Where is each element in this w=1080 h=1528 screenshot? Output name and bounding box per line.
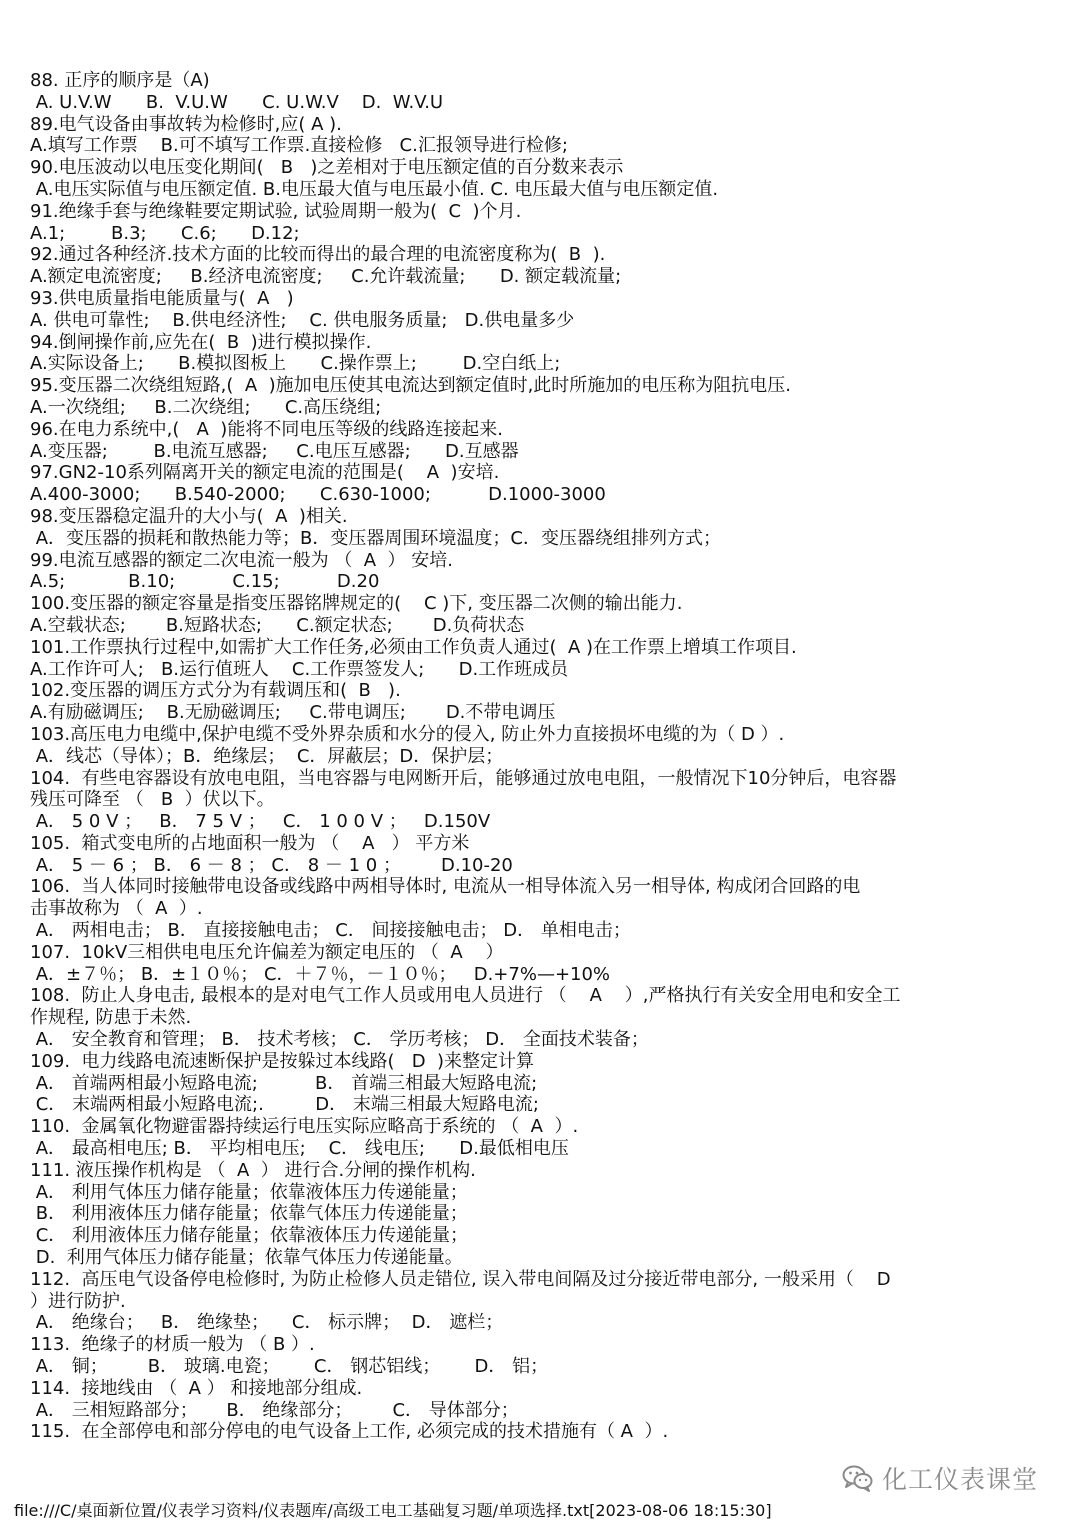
text-line: A． 最高相电压; B． 平均相电压; C． 线电压; D.最低相电压 — [30, 1138, 569, 1160]
text-line: A． 三相短路部分； B． 绝缘部分； C． 导体部分； — [30, 1399, 519, 1421]
text-line: 101.工作票执行过程中,如需扩大工作任务,必须由工作负责人通过( A )在工作票上增填工作项目. — [30, 636, 797, 658]
text-line: 94.倒闸操作前,应先在( B )进行模拟操作. — [30, 331, 372, 353]
text-line: A.有励磁调压; B.无励磁调压; C.带电调压; D.不带电调压 — [30, 702, 556, 724]
text-line: 98.变压器稳定温升的大小与( A )相关. — [30, 505, 348, 527]
text-line: 96.在电力系统中,( A )能将不同电压等级的线路连接起来. — [30, 418, 504, 440]
text-line: A.填写工作票 B.可不填写工作票.直接检修 C.汇报领导进行检修; — [30, 135, 568, 157]
text-line: 100.变压器的额定容量是指变压器铭牌规定的( C )下, 变压器二次侧的输出能力. — [30, 593, 683, 615]
text-line: 93.供电质量指电能质量与( A ) — [30, 287, 294, 309]
text-line: 90.电压波动以电压变化期间( B )之差相对于电压额定值的百分数来表示 — [30, 157, 624, 179]
text-line: A.电压实际值与电压额定值. B.电压最大值与电压最小值. C. 电压最大值与电压额定值. — [30, 178, 719, 200]
text-line: A.工作许可人; B.运行值班人 C.工作票签发人; D.工作班成员 — [30, 658, 569, 680]
text-line: 99.电流互感器的额定二次电流一般为 （ A ） 安培. — [30, 549, 453, 571]
text-line: C． 末端两相最小短路电流;. D． 末端三相最大短路电流; — [30, 1094, 539, 1116]
text-line: A． 安全教育和管理； B． 技术考核； C． 学历考核； D． 全面技术装备； — [30, 1029, 649, 1051]
text-line: C． 利用液体压力储存能量；依靠液体压力传递能量； — [30, 1225, 469, 1247]
text-line: A.1; B.3; C.6; D.12; — [30, 222, 300, 244]
text-line: 92.通过各种经济.技术方面的比较而得出的最合理的电流密度称为( B ). — [30, 244, 606, 266]
text-line: 111. 液压操作机构是 （ A ） 进行合.分闸的操作机构. — [30, 1159, 476, 1181]
text-line: 115. 在全部停电和部分停电的电气设备上工作, 必须完成的技术措施有（ A ）. — [30, 1421, 669, 1443]
text-line: A.实际设备上; B.模拟图板上 C.操作票上; D.空白纸上; — [30, 353, 561, 375]
text-line: A． 铜； B． 玻璃.电瓷； C． 钢芯铝线； D． 铝； — [30, 1356, 549, 1378]
text-line: 107. 10kV三相供电电压允许偏差为额定电压的 （ A ） — [30, 941, 504, 963]
text-line: 103.高压电力电缆中,保护电缆不受外界杂质和水分的侵入, 防止外力直接损坏电缆的为（ D ）. — [30, 723, 785, 745]
text-line: A.额定电流密度; B.经济电流密度; C.允许载流量; D. 额定载流量; — [30, 266, 622, 288]
text-line: A． 5 － 6 ； B． 6 － 8 ； C． 8 － 1 0 ； D.10-20 — [30, 854, 513, 876]
text-line: A.400-3000; B.540-2000; C.630-1000; D.1000-3000 — [30, 484, 606, 506]
text-line: A.变压器; B.电流互感器; C.电压互感器; D.互感器 — [30, 440, 519, 462]
text-line: A. U.V.W B. V.U.W C. U.W.V D. W.V.U — [30, 91, 444, 113]
text-line: 105. 箱式变电所的占地面积一般为 （ A ） 平方米 — [30, 832, 470, 854]
text-line: A.5; B.10; C.15; D.20 — [30, 571, 380, 593]
text-line: A． 5 0 V ； B． 7 5 V ； C． 1 0 0 V ； D.150V — [30, 811, 491, 833]
text-line: 108. 防止人身电击, 最根本的是对电气工作人员或用电人员进行 （ A ）,严格执行有关安全用电和安全工 — [30, 985, 901, 1007]
text-line: A．±７％； B．±１０％； C．＋７％，－１０％； D.+7%—+10% — [30, 963, 611, 985]
text-line: 击事故称为 （ A ）. — [30, 898, 203, 920]
text-line: A. 供电可靠性; B.供电经济性; C. 供电服务质量; D.供电量多少 — [30, 309, 575, 331]
text-line: A． 两相电击； B． 直接接触电击； C． 间接接触电击； D． 单相电击； — [30, 920, 631, 942]
text-line: 残压可降至 （ B ）伏以下。 — [30, 789, 275, 811]
text-line: B． 利用液体压力储存能量；依靠气体压力传递能量； — [30, 1203, 468, 1225]
wechat-icon — [842, 1464, 874, 1492]
text-line: A． 利用气体压力储存能量；依靠液体压力传递能量； — [30, 1181, 468, 1203]
text-line: 91.绝缘手套与绝缘鞋要定期试验, 试验周期一般为( C )个月. — [30, 200, 522, 222]
text-line: 109. 电力线路电流速断保护是按躲过本线路( D )来整定计算 — [30, 1050, 535, 1072]
text-line: 110. 金属氧化物避雷器持续运行电压实际应略高于系统的 （ A ）. — [30, 1116, 579, 1138]
text-line: A.空载状态; B.短路状态; C.额定状态; D.负荷状态 — [30, 614, 525, 636]
text-line: A． 首端两相最小短路电流; B． 首端三相最大短路电流; — [30, 1072, 538, 1094]
text-line: 113. 绝缘子的材质一般为 （ B ）. — [30, 1334, 315, 1356]
text-line: ）进行防护. — [30, 1290, 126, 1312]
text-line: 作规程, 防患于未然. — [30, 1007, 192, 1029]
file-path-footer: file:///C/桌面新位置/仪表学习资料/仪表题库/高级工电工基础复习题/单项选择.txt[2023-08-06 18:15:30] — [14, 1501, 772, 1520]
text-line: D. 利用气体压力储存能量；依靠气体压力传递能量。 — [30, 1247, 463, 1269]
text-line: 112. 高压电气设备停电检修时, 为防止检修人员走错位, 误入带电间隔及过分接近带电部分, 一般采用（ D — [30, 1268, 891, 1290]
text-line: 88. 正序的顺序是（A) — [30, 70, 210, 91]
text-line: A．线芯（导体）；B．绝缘层； C．屏蔽层；D．保护层； — [30, 745, 504, 767]
text-line: 114. 接地线由 （ A ） 和接地部分组成. — [30, 1377, 363, 1399]
text-line: A．变压器的损耗和散热能力等；B．变压器周围环境温度；C．变压器绕组排列方式； — [30, 527, 721, 549]
watermark — [842, 1460, 1038, 1496]
text-line: A.一次绕组; B.二次绕组; C.高压绕组; — [30, 396, 382, 418]
text-line: 104. 有些电容器设有放电电阻，当电容器与电网断开后，能够通过放电电阻，一般情况下10分钟后，电容器 — [30, 767, 897, 789]
watermark-text: 化工仪表课堂 — [882, 1465, 1039, 1494]
text-line: A． 绝缘台； B． 绝缘垫； C． 标示牌； D． 遮栏； — [30, 1312, 504, 1334]
text-line: 95.变压器二次绕组短路,( A )施加电压使其电流达到额定值时,此时所施加的电压称为阻抗电压. — [30, 375, 792, 397]
text-line: 89.电气设备由事故转为检修时,应( A ). — [30, 113, 342, 135]
text-line: 102.变压器的调压方式分为有载调压和( B ). — [30, 680, 401, 702]
text-line: 106. 当人体同时接触带电设备或线路中两相导体时, 电流从一相导体流入另一相导体, 构成闭合回路的电 — [30, 876, 861, 898]
document-body — [30, 70, 1060, 1443]
text-line: 97.GN2-10系列隔离开关的额定电流的范围是( A )安培. — [30, 462, 500, 484]
